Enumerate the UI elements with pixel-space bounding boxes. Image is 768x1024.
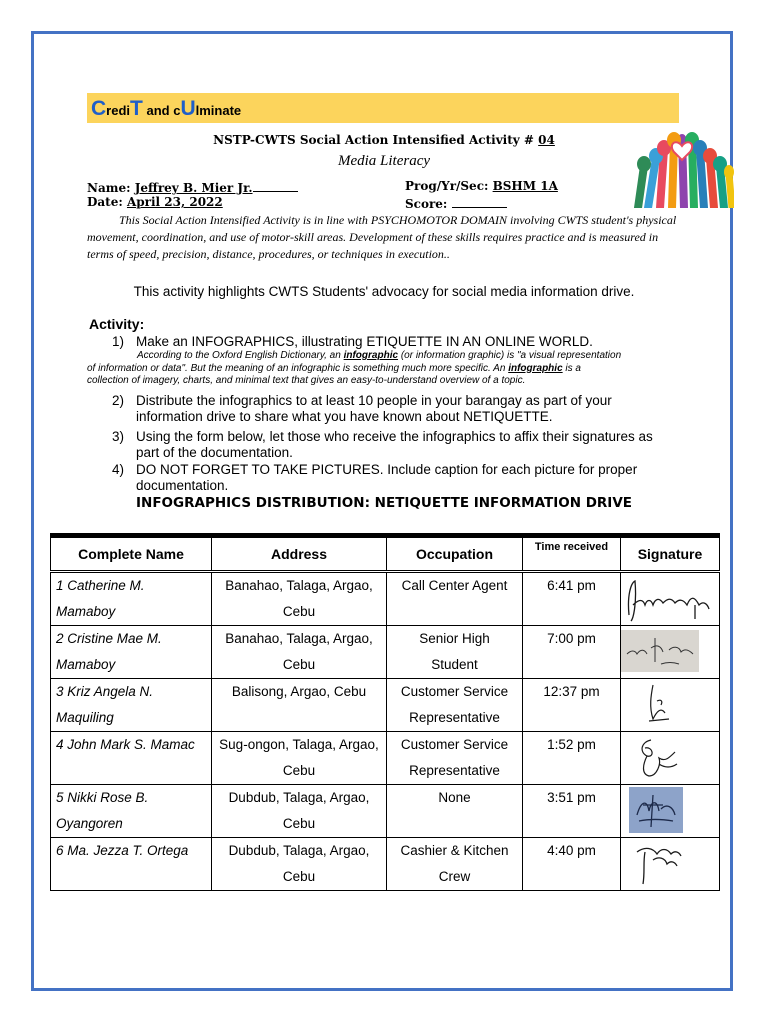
advocacy-statement: This activity highlights CWTS Students' advocacy for social media information drive.: [133, 284, 635, 299]
cell-name: 5 Nikki Rose B. Oyangoren: [51, 785, 212, 838]
date-line: Date: April 23, 2022: [87, 195, 223, 209]
prog-line: Prog/Yr/Sec: BSHM 1A: [405, 179, 558, 193]
banner-letter-u: U: [180, 97, 196, 120]
cell-name: 6 Ma. Jezza T. Ortega: [51, 838, 212, 891]
prog-value: BSHM 1A: [492, 179, 558, 193]
signature-image: [639, 681, 699, 729]
signature-image: [621, 630, 699, 672]
document-subtitle: Media Literacy: [337, 153, 431, 169]
cell-time: 1:52 pm: [523, 732, 621, 785]
cell-signature: [621, 732, 720, 785]
banner-letter-c: C: [91, 97, 107, 120]
credit-culminate-banner: [87, 93, 679, 123]
intro-paragraph: This Social Action Intensified Activity is in line with PSYCHOMOTOR DOMAIN involving CWTS student's physical movement, coordination, and use of motor-skill areas. Development of these skills requires practice and is measured in terms of speed, precision, distance, procedures, or techniques in execution..: [87, 213, 677, 261]
distribution-table: [50, 533, 720, 891]
header-time-received: Time received: [523, 536, 621, 572]
cell-signature: [621, 572, 720, 626]
activity-item: 2) Distribute the infographics to at least 10 people in your barangay as part of your information drive to share what you have known about NETIQUETTE.: [112, 393, 612, 424]
cell-time: 3:51 pm: [523, 785, 621, 838]
infographic-definition: According to the Oxford English Dictionary, an infographic (or information graphic) is "a visual representation of information or data". But the meaning of an infographic is something much more specific. An infographic is a collection of imagery, charts, and minimal text that gives an easy-to-understand overview of a topic.: [87, 350, 622, 386]
activity-number: 04: [538, 133, 555, 147]
banner-letter-t: T: [130, 97, 143, 120]
signature-image: [631, 840, 691, 888]
signature-image: [625, 575, 715, 623]
cell-occupation: Customer Service Representative: [387, 679, 523, 732]
header-occupation: Occupation: [387, 536, 523, 572]
table-title: INFOGRAPHICS DISTRIBUTION: NETIQUETTE INFORMATION DRIVE: [136, 495, 632, 511]
date-value: April 23, 2022: [126, 195, 223, 209]
cell-address: Banahao, Talaga, Argao, Cebu: [212, 572, 387, 626]
cell-address: Dubdub, Talaga, Argao, Cebu: [212, 785, 387, 838]
cell-signature: [621, 838, 720, 891]
table-row: [51, 626, 720, 679]
cell-occupation: Cashier & Kitchen Crew: [387, 838, 523, 891]
raised-hands-heart-icon: [630, 128, 734, 208]
cell-occupation: Customer Service Representative: [387, 732, 523, 785]
table-row: [51, 785, 720, 838]
cell-name: 2 Cristine Mae M. Mamaboy: [51, 626, 212, 679]
cell-signature: [621, 626, 720, 679]
banner-text: lminate: [195, 103, 242, 118]
banner-text: redi: [106, 103, 131, 118]
cell-name: 1 Catherine M. Mamaboy: [51, 572, 212, 626]
cell-signature: [621, 785, 720, 838]
activity-heading: Activity:: [89, 316, 145, 332]
cell-occupation: None: [387, 785, 523, 838]
table-row: [51, 679, 720, 732]
table-row: [51, 732, 720, 785]
cell-address: Dubdub, Talaga, Argao, Cebu: [212, 838, 387, 891]
cell-time: 6:41 pm: [523, 572, 621, 626]
score-line: Score:: [405, 195, 507, 211]
table-header-row: [51, 536, 720, 572]
name-line: Name: Jeffrey B. Mier Jr.: [87, 179, 298, 195]
activity-item: 3) Using the form below, let those who receive the infographics to affix their signatures as part of the documentation.: [112, 429, 653, 460]
header-signature: Signature: [621, 536, 720, 572]
cell-time: 12:37 pm: [523, 679, 621, 732]
cell-name: 3 Kriz Angela N. Maquiling: [51, 679, 212, 732]
cell-occupation: Call Center Agent: [387, 572, 523, 626]
banner-text: and c: [146, 103, 181, 118]
cell-address: Balisong, Argao, Cebu: [212, 679, 387, 732]
header-complete-name: Complete Name: [51, 536, 212, 572]
header-address: Address: [212, 536, 387, 572]
document-title: NSTP-CWTS Social Action Intensified Activity # 04: [213, 133, 555, 147]
cell-address: Banahao, Talaga, Argao, Cebu: [212, 626, 387, 679]
name-value: Jeffrey B. Mier Jr.: [134, 181, 253, 195]
table-row: [51, 572, 720, 626]
cell-address: Sug-ongon, Talaga, Argao, Cebu: [212, 732, 387, 785]
cell-signature: [621, 679, 720, 732]
signature-image: [631, 734, 691, 782]
cell-name: 4 John Mark S. Mamac: [51, 732, 212, 785]
signature-image: [629, 787, 683, 833]
cell-occupation: Senior High Student: [387, 626, 523, 679]
cell-time: 4:40 pm: [523, 838, 621, 891]
activity-item: 4) DO NOT FORGET TO TAKE PICTURES. Include caption for each picture for proper documentation.: [112, 462, 638, 493]
cell-time: 7:00 pm: [523, 626, 621, 679]
table-row: [51, 838, 720, 891]
